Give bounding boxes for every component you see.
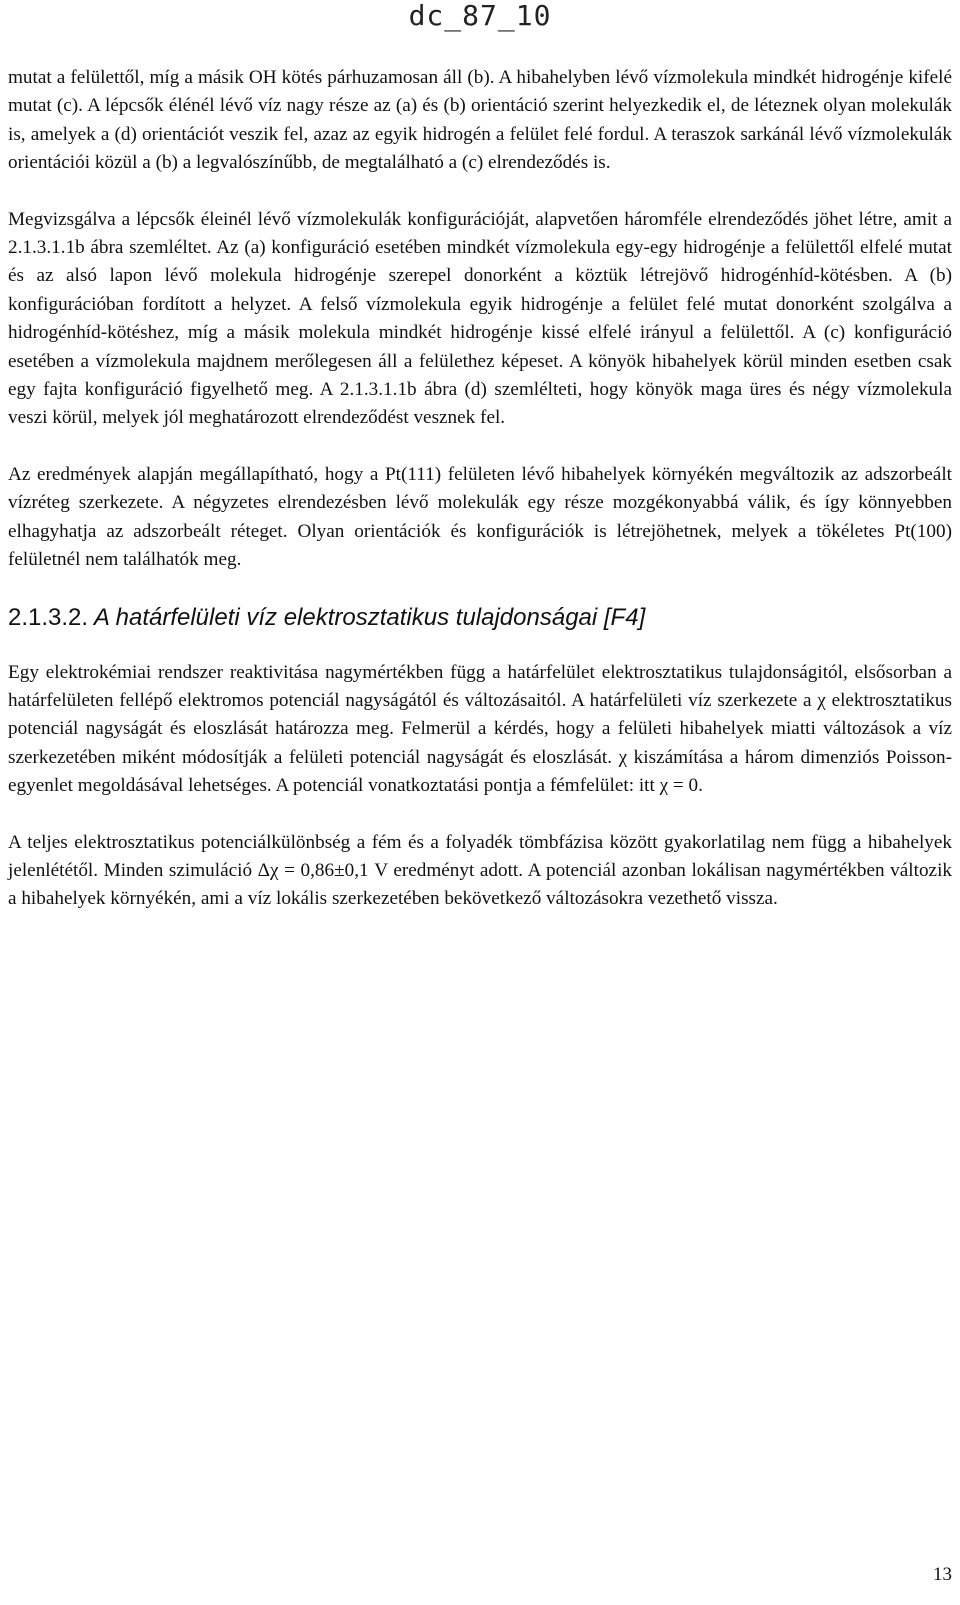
paragraph-step-edge-configuration: Megvizsgálva a lépcsők éleinél lévő vízmolekulák konfigurációját, alapvetően háromféle elrendeződés jöhet létre, amit a 2.1.3.1.1b ábra szemléltet. Az (a) konfiguráció esetében mindkét vízmolekula egy-egy hidrogénje a felülettől elfelé mutat és az alsó lapon lévő molekula hidrogénje szerepel donorként a köztük létrejövő hidrogénhíd-kötésben. A (b) konfigurációban fordított a helyzet. A felső vízmolekula egyik hidrogénje a felület felé mutat donorként szolgálva a hidrogénhíd-kötéshez, míg a másik molekula mindkét hidrogénje kissé elfelé irányul a felülettől. A (c) konfiguráció esetében a vízmolekula majdnem merőlegesen áll a felülethez képeset. A könyök hibahelyek körül minden esetben csak egy fajta konfiguráció figyelhető meg. A 2.1.3.1.1b ábra (d) szemlélteti, hogy könyök maga üres és négy vízmolekula veszi körül, melyek jól meghatározott elrendeződést vesznek fel. [8, 208, 952, 429]
page-number: 13 [933, 1564, 952, 1585]
page-body [8, 64, 952, 942]
paragraph-results-summary: Az eredmények alapján megállapítható, hogy a Pt(111) felületen lévő hibahelyek környékén megváltozik az adszorbeált vízréteg szerkezete. A négyzetes elrendezésben lévő molekulák egy része mozgékonyabbá válik, és így könnyebben elhagyhatja az adszorbeált réteget. Olyan orientációk és konfigurációk is létrejöhetnek, melyek a tökéletes Pt(100) felületnél nem találhatók meg. [8, 463, 952, 571]
section-heading [8, 603, 952, 633]
paragraph-potential-difference: A teljes elektrosztatikus potenciálkülönbség a fém és a folyadék tömbfázisa között gyakorlatilag nem függ a hibahelyek jelenlététől. Minden szimuláció Δχ = 0,86±0,1 V eredményt adott. A potenciál azonban lokálisan nagymértékben változik a hibahelyek környékén, ami a víz lokális szerkezetében bekövetkező változásokra vezethető vissza. [8, 831, 952, 910]
paragraph-water-orientation: mutat a felülettől, míg a másik OH kötés párhuzamosan áll (b). A hibahelyben lévő vízmolekula mindkét hidrogénje kifelé mutat (c). A lépcsők élénél lévő víz nagy része az (a) és (b) orientáció szerint helyezkedik el, de léteznek olyan molekulák is, amelyek a (d) orientációt veszik fel, azaz az egyik hidrogén a felület felé fordul. A teraszok sarkánál lévő vízmolekulák orientációi közül a (b) a legvalószínűbb, de megtalálható a (c) elrendeződés is. [8, 67, 952, 174]
section-number: 2.1.3.2. [8, 603, 89, 631]
paragraph-electrostatic-intro: Egy elektrokémiai rendszer reaktivitása nagymértékben függ a határfelület elektrosztatikus tulajdonságitól, elsősorban a határfelületen fellépő elektromos potenciál nagyságától és változásaitól. A határfelületi víz szerkezete a χ elektrosztatikus potenciál nagyságát és eloszlását határozza meg. Felmerül a kérdés, hogy a felületi hibahelyek miatti változások a víz szerkezetében miként módosítják a felületi potenciál nagyságát és eloszlását. χ kiszámítása a három dimenziós Poisson-egyenlet megoldásával lehetséges. A potenciál vonatkoztatási pontja a fémfelület: itt χ = 0. [8, 661, 952, 797]
document-id-header: dc_87_10 [408, 0, 552, 32]
section-title: A határfelületi víz elektrosztatikus tulajdonságai [F4] [93, 603, 646, 631]
